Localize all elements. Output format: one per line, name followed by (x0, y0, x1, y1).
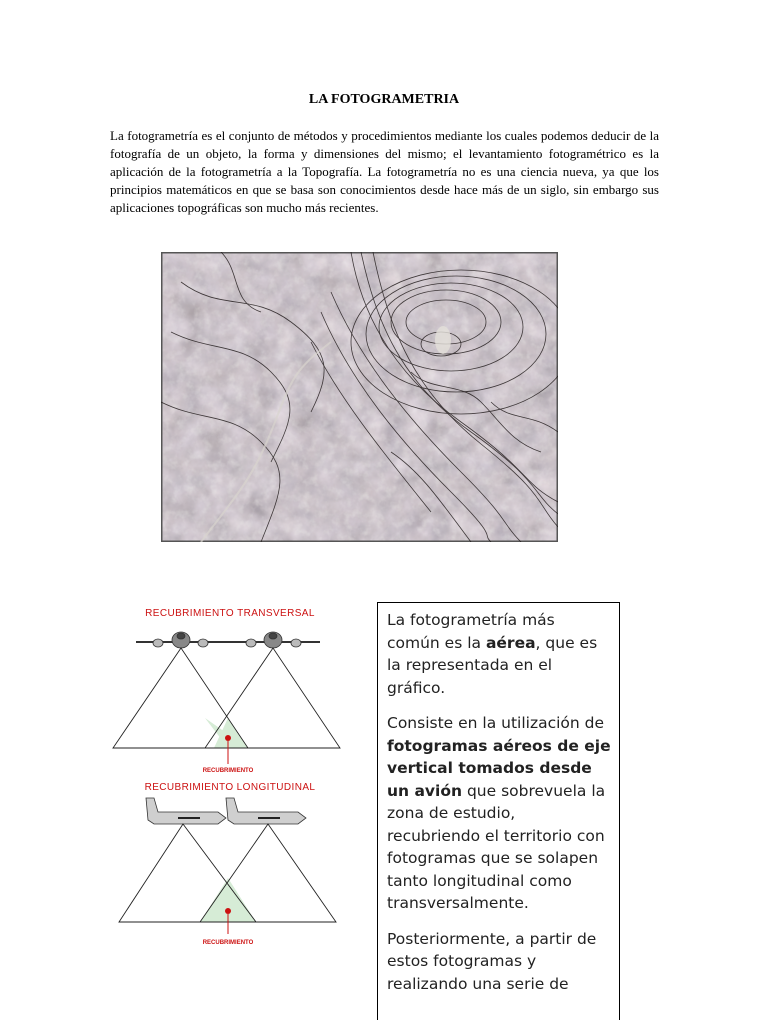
overlap-diagram (108, 598, 353, 954)
page-title: LA FOTOGRAMETRIA (308, 92, 460, 107)
plane-front-right (246, 632, 301, 648)
intro-paragraph: La fotogrametría es el conjunto de métodos y procedimientos mediante los cuales podemos deducir de la fotografía de un objeto, la forma y dimensiones del mismo; el levantamiento fotogramétrico es la aplicación de la fotogrametría a la Topografía. La fotogrametría no es una ciencia nueva, ya que los principios matemáticos en que se basa son conocimientos desde hace más de un siglo, sin embargo sus aplicaciones topográficas son mucho más recientes. (110, 128, 659, 215)
aerial-contour-photo (161, 252, 558, 542)
plane-front-left (153, 632, 208, 648)
transversal-overlap-label: RECUBRIMIENTO (202, 768, 254, 774)
textbox-paragraph-1: La fotogrametría más común es la aérea, que es la representada en el gráfico. (387, 611, 598, 697)
textbox-paragraph-2: Consiste en la utilización de fotogramas aéreos de eje vertical tomados desde un avión que sobrevuela la zona de estudio, recubriendo el territorio con fotogramas que se solapen tanto longitudinal como transversalmente. (387, 714, 611, 912)
plane-side-right (226, 798, 306, 824)
description-textbox (377, 602, 620, 1020)
transversal-title: RECUBRIMIENTO TRANSVERSAL (145, 608, 315, 619)
longitudinal-title: RECUBRIMIENTO LONGITUDINAL (144, 782, 316, 793)
longitudinal-overlap-label: RECUBRIMIENTO (202, 940, 254, 946)
textbox-paragraph-3: Posteriormente, a partir de estos fotogramas y realizando una serie de (387, 929, 597, 993)
plane-side-left (146, 798, 226, 824)
